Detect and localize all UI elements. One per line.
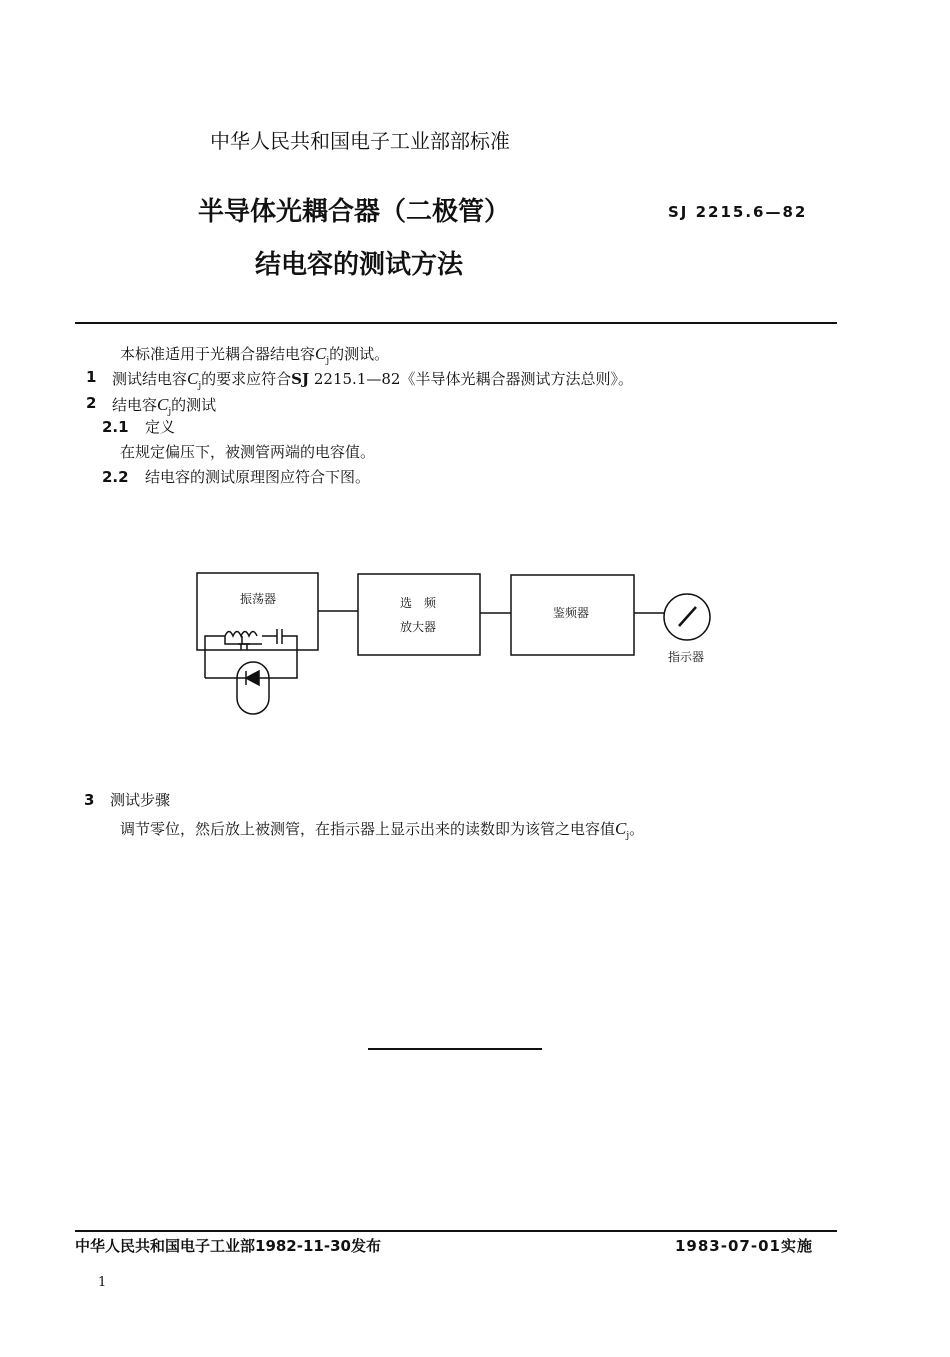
standard-code: SJ 2215.6—82 <box>668 203 808 221</box>
oscillator-box <box>197 573 318 650</box>
text: 的测试 <box>171 396 217 414</box>
end-rule <box>368 1048 542 1050</box>
issue-date: 中华人民共和国电子工业部1982-11-30发布 <box>75 1237 381 1255</box>
symbol-sub: j <box>198 381 202 391</box>
title-line-2: 结电容的测试方法 <box>255 250 464 280</box>
diode-icon <box>246 671 259 685</box>
section-3-title: 测试步骤 <box>110 791 171 809</box>
text: 测试结电容 <box>112 370 188 388</box>
text: 结电容 <box>112 396 158 414</box>
lc-circuit <box>205 629 297 678</box>
symbol-sub: j <box>626 831 630 841</box>
meter-needle <box>679 607 696 626</box>
section-3-number: 3 <box>84 791 95 809</box>
text: 本标准适用于光耦合器结电容 <box>120 345 316 363</box>
text: 。 <box>629 820 645 838</box>
amplifier-label-1: 选 频 <box>400 596 437 610</box>
section-3-text <box>120 820 644 841</box>
symbol: C <box>187 369 199 388</box>
device-under-test <box>237 662 269 714</box>
page-number: 1 <box>98 1275 107 1290</box>
symbol: C <box>157 395 169 414</box>
section-2-2-number: 2.2 <box>102 468 129 486</box>
section-2-1-text: 在规定偏压下，被测管两端的电容值。 <box>120 443 376 461</box>
issuing-org: 中华人民共和国电子工业部部标准 <box>210 129 510 153</box>
section-2-2-text: 结电容的测试原理图应符合下图。 <box>145 468 371 486</box>
section-2-number: 2 <box>86 394 97 412</box>
symbol: C <box>615 819 627 838</box>
amplifier-label-2: 放大器 <box>400 620 437 634</box>
effective-date: 1983-07-01实施 <box>675 1237 813 1255</box>
text: 的要求应符合 <box>201 370 292 388</box>
ref-code: SJ <box>291 370 310 388</box>
footer-rule <box>75 1230 837 1232</box>
symbol-sub: j <box>326 356 330 366</box>
section-2-1-number: 2.1 <box>102 418 129 436</box>
title-line-1: 半导体光耦合器（二极管） <box>198 197 511 227</box>
section-1-number: 1 <box>86 368 97 386</box>
text: 2215.1—82《半导体光耦合器测试方法总则》。 <box>309 370 633 388</box>
text: 调节零位，然后放上被测管，在指示器上显示出来的读数即为该管之电容值 <box>120 820 616 838</box>
amplifier-box <box>358 574 480 655</box>
capacitor-icon <box>238 644 250 650</box>
text: 的测试。 <box>329 345 390 363</box>
section-2-1-title: 定义 <box>145 418 176 436</box>
detector-label: 鉴频器 <box>553 606 590 620</box>
symbol: C <box>315 344 327 363</box>
indicator-label: 指示器 <box>668 650 705 664</box>
oscillator-label: 振荡器 <box>240 592 277 606</box>
symbol-sub: j <box>168 407 172 417</box>
